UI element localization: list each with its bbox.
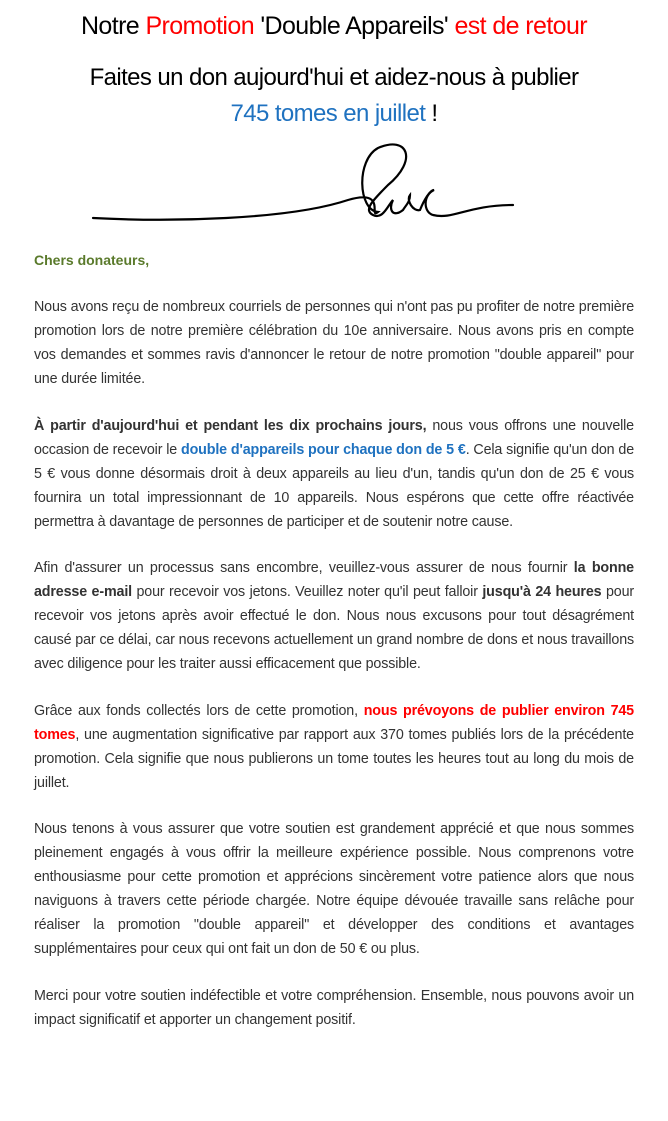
text-segment: Merci pour votre soutien indéfectible et votre compréhension. Ensemble, nous pouvons avoir un impact significatif et apporter un changement positif.	[34, 987, 634, 1028]
text-segment: . Cela signifie qu'un don de 5 € vous donne désormais droit à deux appareils au lieu d'un, tandis qu'un don de 25 € vous fournira un total impressionnant de 10 appareils. Nous espérons que cette offre réactivée permettra à davantage de personnes de participer et de soutenir notre cause.	[34, 441, 634, 530]
title-highlight: Promotion	[145, 12, 254, 40]
paragraph	[34, 699, 634, 795]
emphasized-text: la bonne adresse e-mail	[34, 560, 634, 600]
emphasized-text: À partir d'aujourd'hui et pendant les dix prochains jours,	[34, 417, 427, 434]
greeting: Chers donateurs,	[34, 252, 150, 268]
title-text: 'Double Appareils'	[254, 12, 455, 40]
paragraph	[34, 817, 634, 961]
subtitle-line: Faites un don aujourd'hui et aidez-nous à publier	[89, 64, 579, 91]
emphasized-text: double d'appareils pour chaque don de 5 €	[180, 441, 466, 458]
text-segment: Afin d'assurer un processus sans encombre, veuillez-vous assurer de nous fournir	[34, 560, 574, 576]
letter-body	[34, 295, 634, 1054]
subtitle	[0, 60, 668, 132]
love-signature-image	[88, 140, 518, 230]
page-title	[0, 12, 668, 41]
emphasized-text: jusqu'à 24 heures	[482, 584, 602, 600]
text-segment: nous vous offrons une nouvelle occasion de recevoir le	[34, 417, 634, 458]
text-segment: pour recevoir vos jetons après avoir effectué le don. Nous nous excusons pour tout désagrément causé par ce délai, car nous recevons actuellement un grand nombre de dons et nous travaillons avec diligence pour les traiter aussi efficacement que possible.	[34, 584, 635, 672]
text-segment: , une augmentation significative par rapport aux 370 tomes publiés lors de la précédente promotion. Cela signifie que nous publierons un tome toutes les heures tout au long du mois de juillet.	[34, 726, 634, 791]
text-segment: Nous avons reçu de nombreux courriels de personnes qui n'ont pas pu profiter de notre première promotion lors de notre première célébration du 10e anniversaire. Nous avons pris en compte vos demandes et sommes ravis d'annoncer le retour de notre promotion "double appareil" pour une durée limitée.	[34, 299, 634, 387]
paragraph	[34, 556, 634, 676]
paragraph	[34, 414, 634, 534]
text-segment: pour recevoir vos jetons. Veuillez noter qu'il peut falloir	[131, 584, 483, 600]
title-text: Notre	[80, 12, 146, 40]
text-segment: Nous tenons à vous assurer que votre soutien est grandement apprécié et que nous sommes pleinement engagés à vous offrir la meilleure expérience possible. Nous comprenons votre enthousiasme pour cette promotion et apprécions sincèrement votre patience alors que nous naviguons à travers cette période chargée. Notre équipe dévouée travaille sans relâche pour réaliser la promotion "double appareil" et développer des conditions et avantages supplémentaires pour ceux qui ont fait un don de 50 € ou plus.	[34, 821, 634, 957]
paragraph	[34, 984, 634, 1032]
emphasized-text: nous prévoyons de publier environ 745 tomes	[34, 702, 634, 743]
subtitle-highlight: 745 tomes en juillet	[230, 100, 426, 127]
title-highlight: est de retour	[454, 12, 588, 40]
subtitle-text: !	[425, 100, 438, 127]
text-segment: Grâce aux fonds collectés lors de cette promotion,	[34, 702, 364, 719]
paragraph	[34, 295, 634, 391]
